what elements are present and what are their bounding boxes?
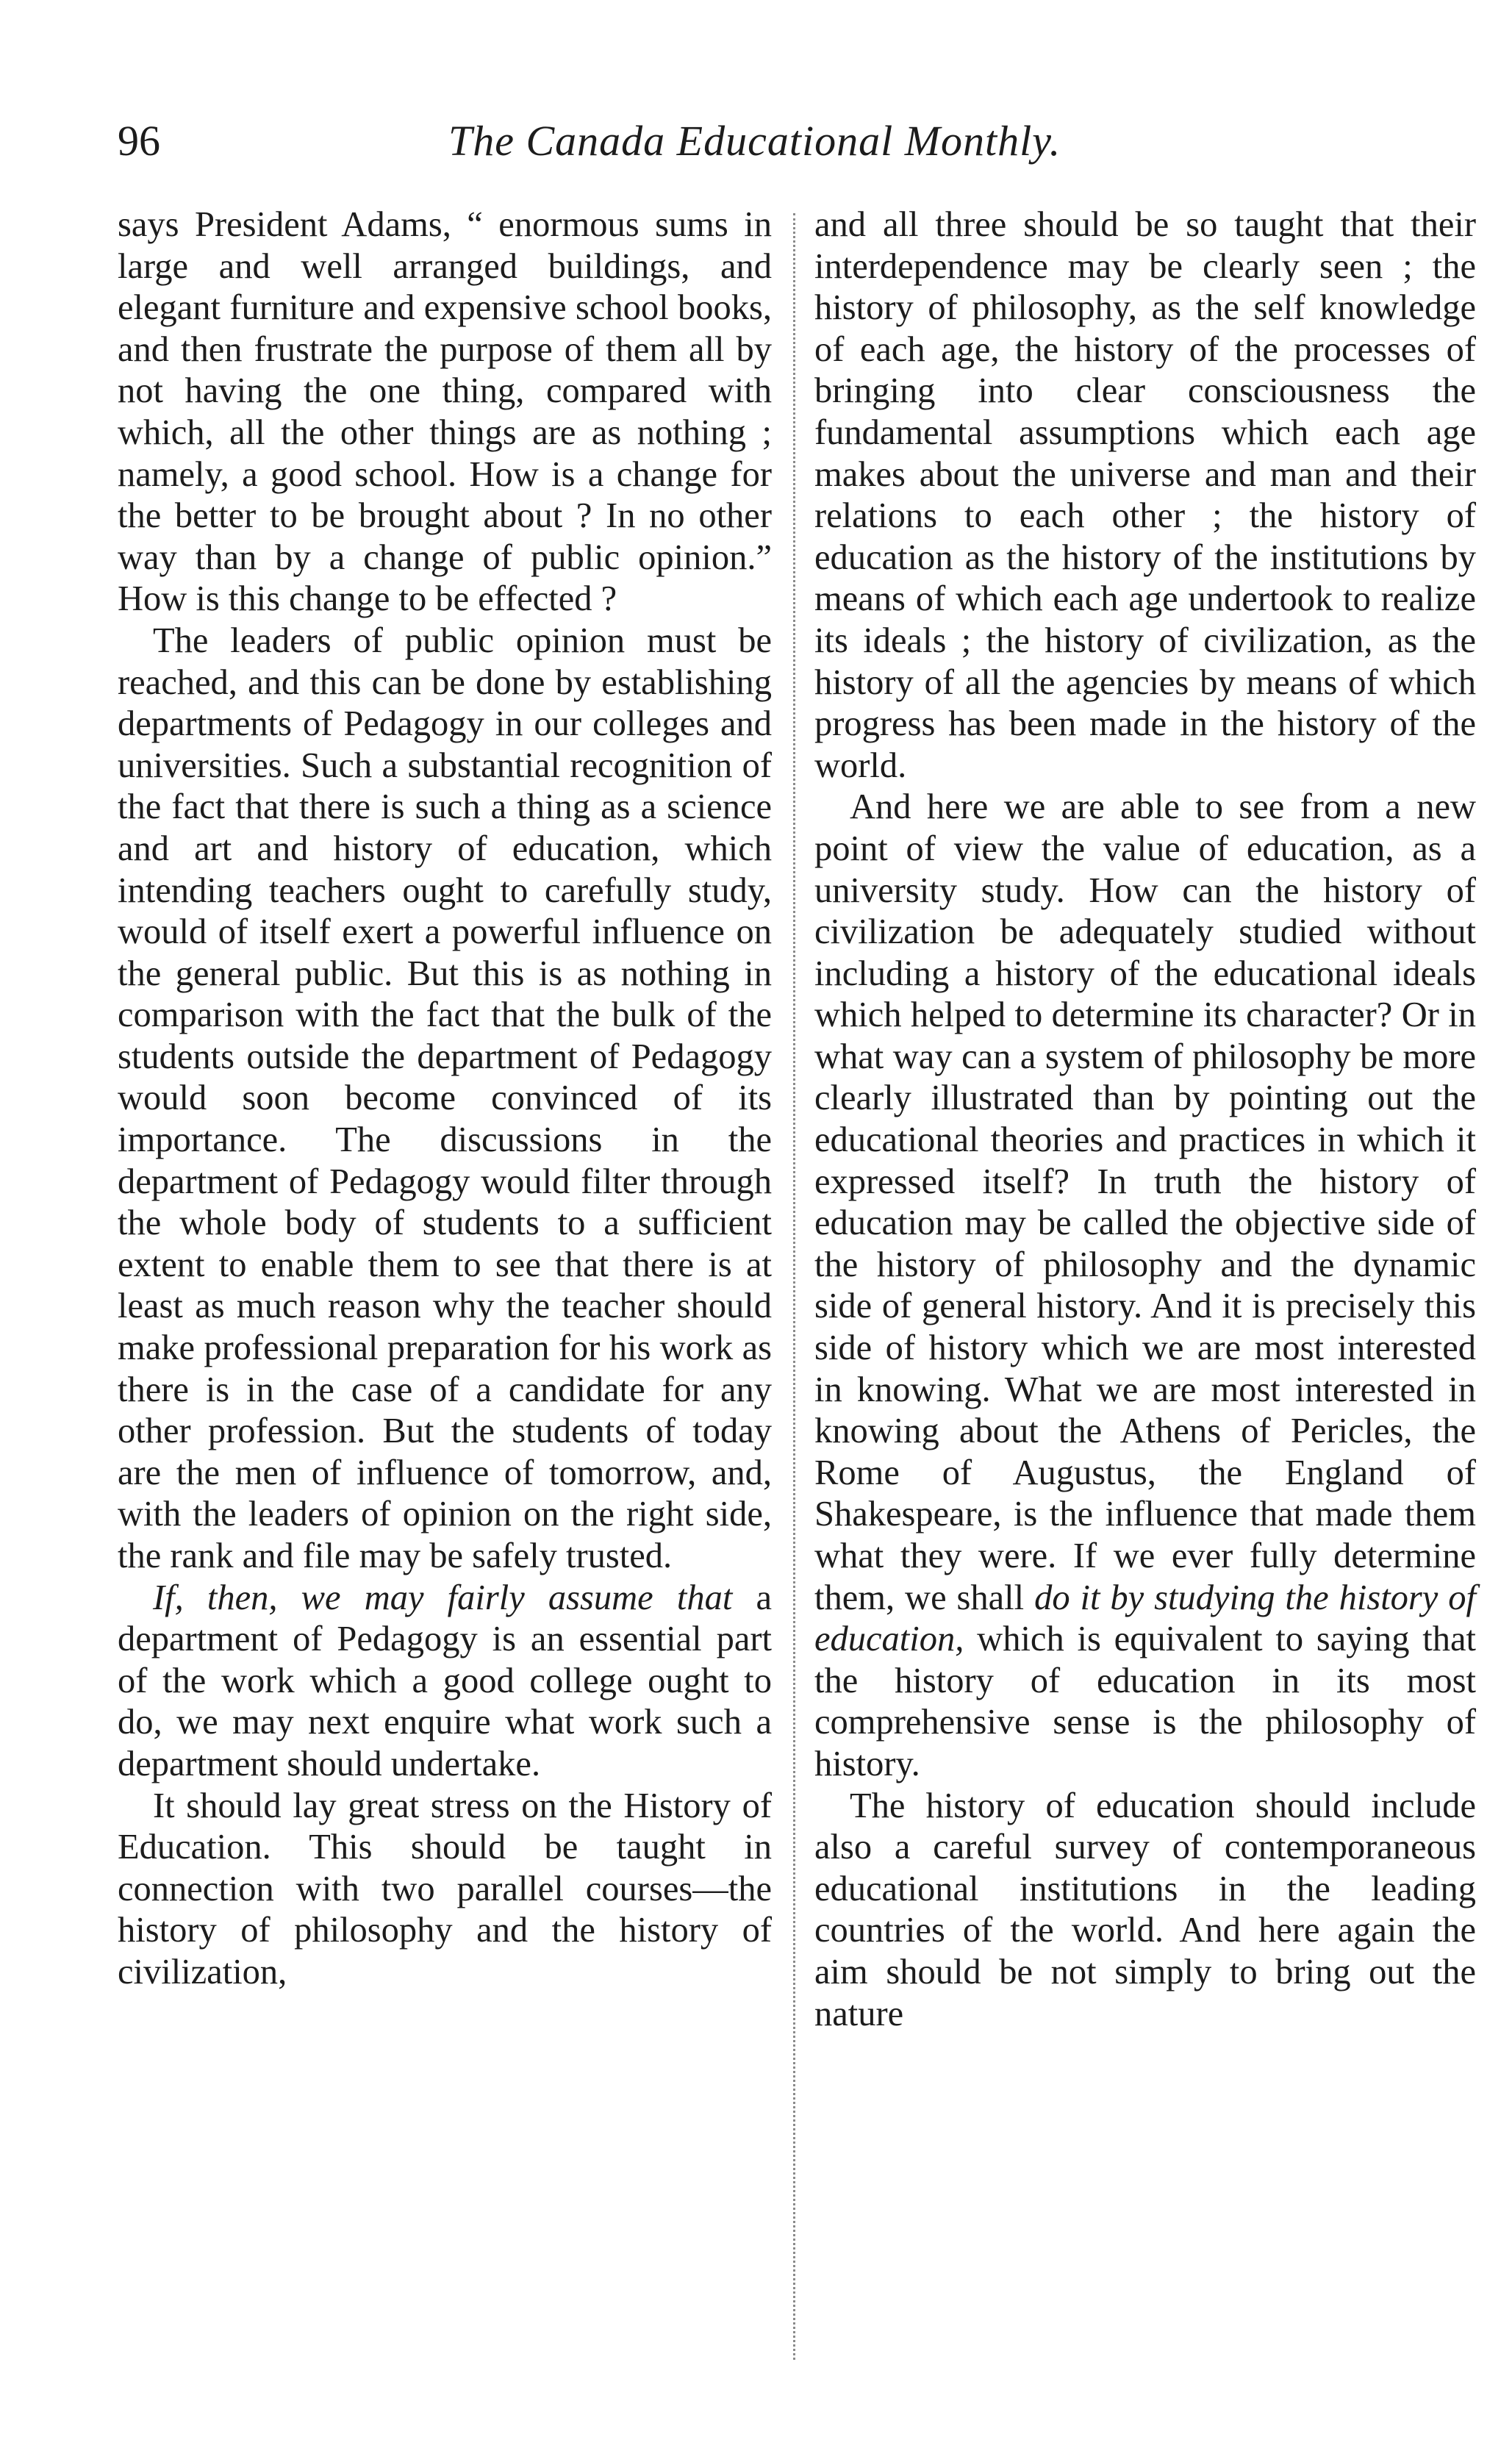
italic-phrase: do it by studying the history of education, (814, 1578, 1476, 1659)
page-header (118, 112, 1477, 171)
paragraph: It should lay great stress on the History of Education. This should be taught in connection with two parallel courses—the history of philosophy and the history of civilization, (118, 1786, 772, 1992)
column-divider (793, 213, 795, 2360)
paragraph (814, 787, 1476, 1785)
paragraph: and all three should be so taught that their interdependence may be clearly seen ; the history of philosophy, as the self knowledge of each age, the history of the processes of bringing into clear consciousness the fundamental assumptions which each age makes about the universe and man and their relations to each other ; the history of education as the history of the institutions by means of which each age undertook to realize its ideals ; the history of civilization, as the history of all the agencies by means of which progress has been made in the history of the world. (814, 205, 1476, 785)
paragraph: says President Adams, “ enormous sums in large and well arranged buildings, and elegant furniture and expensive school books, and then frustrate the purpose of them all by not having the one thing, compared with which, all the other things are as nothing ; namely, a good school. How is a change for the better to be brought about ? In no other way than by a change of public opinion.” How is this change to be effected ? (118, 205, 772, 619)
paragraph: The history of education should include also a careful survey of contemporaneous educational institutions in the leading countries of the world. And here again the aim should be not simply to bring out the nature (814, 1786, 1476, 2033)
paragraph-text: And here we are able to see from a new point of view the value of education, as a university study. How can the history of civilization be adequately studied without including a history of the educational ideals which helped to determine its character? Or in what way can a system of philosophy be more clearly illustrated than by pointing out the educational theories and practices in which it expressed itself? In truth the history of education may be called the objective side of the history of philosophy and the dynamic side of general history. And it is precisely this side of history which we are most interested in knowing. What we are most interested in knowing about the Athens of Pericles, the Rome of Augustus, the England of Shakespeare, is the influence that made them what they were. If we ever fully determine them, we shall (814, 787, 1476, 1617)
left-column (118, 204, 772, 1994)
page-number: 96 (118, 117, 160, 165)
right-column (814, 204, 1476, 2035)
italic-phrase: If, then, we may fairly assume that (153, 1578, 733, 1617)
running-title: The Canada Educational Monthly. (448, 117, 1061, 165)
paragraph (118, 1578, 772, 1786)
paragraph-text: which is equivalent to saying that the history of education in its most comprehensive sense is the philosophy of history. (814, 1620, 1476, 1783)
paragraph-text: a department of Pedagogy is an essential part of the work which a good college ought to do, we may next enquire what work such a department should undertake. (118, 1578, 772, 1783)
paragraph: The leaders of public opinion must be reached, and this can be done by establishing departments of Pedagogy in our colleges and universities. Such a substantial recognition of the fact that there is such a thing as a science and art and history of education, which intending teachers ought to carefully study, would of itself exert a powerful influence on the general public. But this is as nothing in comparison with the fact that the bulk of the students outside the department of Pedagogy would soon become convinced of its importance. The discussions in the department of Pedagogy would filter through the whole body of students to a sufficient extent to enable them to see that there is at least as much reason why the teacher should make professional preparation for his work as there is in the case of a candidate for any other profession. But the students of today are the men of influence of tomorrow, and, with the leaders of opinion on the right side, the rank and file may be safely trusted. (118, 620, 772, 1575)
